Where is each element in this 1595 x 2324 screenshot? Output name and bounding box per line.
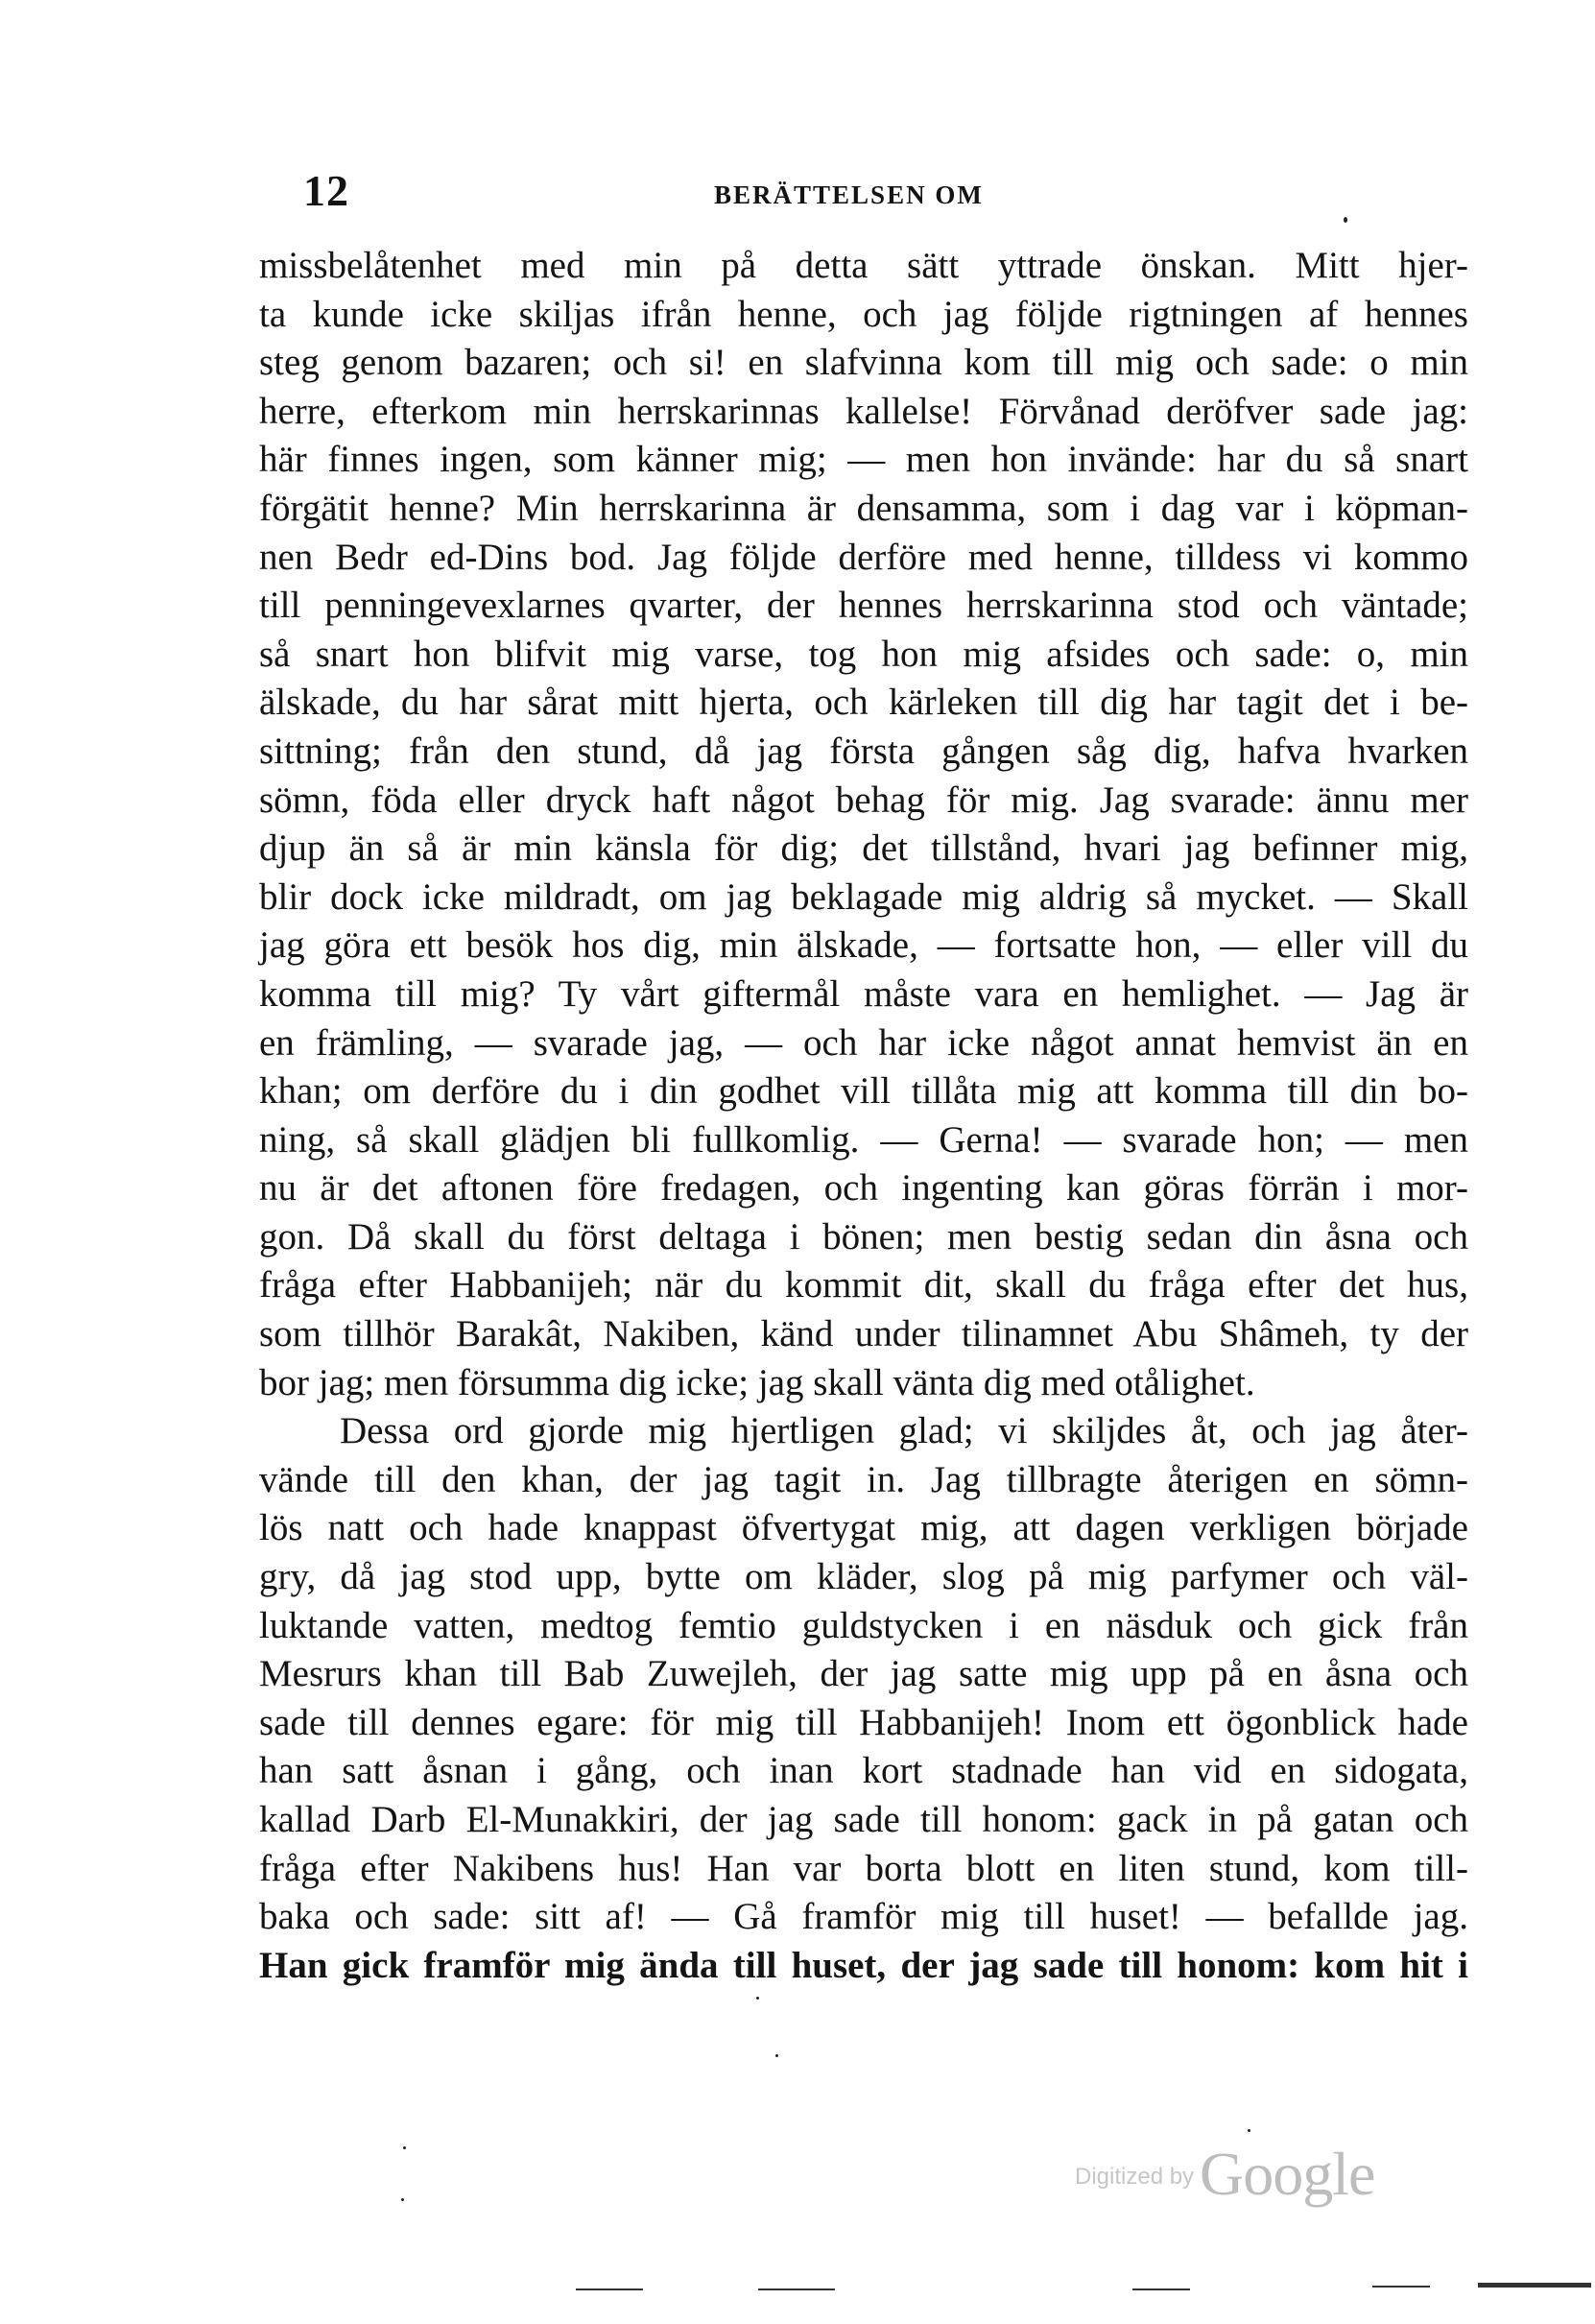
text-line: nu är det aftonen före fredagen, och ingenting kan göras förrän i mor- (259, 1167, 1468, 1210)
text-line: khan; om derföre du i din godhet vill tillåta mig att komma till din bo- (259, 1070, 1468, 1113)
text-line: Han gick framför mig ända till huset, der jag sade till honom: kom hit i (259, 1944, 1468, 1986)
speck (403, 2146, 406, 2149)
text-line: sittning; från den stund, då jag första gången såg dig, hafva hvarken (259, 730, 1468, 772)
text-line: steg genom bazaren; och si! en slafvinna kom till mig och sade: o min (259, 342, 1468, 384)
text-line: som tillhör Barakât, Nakiben, känd under tilinamnet Abu Shâmeh, ty der (259, 1313, 1468, 1355)
text-line: kallad Darb El-Munakkiri, der jag sade till honom: gack in på gatan och (259, 1799, 1468, 1840)
edge-dash (576, 2288, 643, 2290)
text-line: jag göra ett besök hos dig, min älskade, — fortsatte hon, — eller vill du (259, 924, 1468, 967)
digitized-watermark (1075, 2139, 1382, 2208)
text-line: en främling, — svarade jag, — och har icke något annat hemvist än en (259, 1021, 1468, 1064)
text-line: sade till dennes egare: för mig till Habbanijeh! Inom ett ögonblick hade (259, 1701, 1468, 1743)
text-line: han satt åsnan i gång, och inan kort stadnade han vid en sidogata, (259, 1750, 1468, 1792)
text-line: vände till den khan, der jag tagit in. Jag tillbragte återigen en sömn- (259, 1458, 1468, 1500)
text-line: så snart hon blifvit mig varse, tog hon mig afsides och sade: o, min (259, 633, 1468, 675)
text-line: gon. Då skall du först deltaga i bönen; men bestig sedan din åsna och (259, 1215, 1468, 1258)
text-line: förgätit henne? Min herrskarinna är densamma, som i dag var i köpman- (259, 487, 1468, 529)
text-line: missbelåtenhet med min på detta sätt yttrade önskan. Mitt hjer- (259, 245, 1468, 286)
edge-dash (1372, 2286, 1430, 2288)
speck (1248, 2129, 1250, 2132)
text-line: herre, efterkom min herrskarinnas kallelse! Förvånad deröfver sade jag: (259, 390, 1468, 432)
text-line: till penningevexlarnes qvarter, der hennes herrskarinna stod och väntade; (259, 585, 1468, 627)
paragraph-start-line: Dessa ord gjorde mig hjertligen glad; vi skiljdes åt, och jag åter- (340, 1410, 1468, 1452)
running-title: BERÄTTELSEN OM (714, 180, 984, 209)
text-line: lös natt och hade knappast öfvertygat mig, att dagen verkligen började (259, 1507, 1468, 1549)
edge-dash (1478, 2283, 1591, 2288)
text-line: fråga efter Habbanijeh; när du kommit dit, skall du fråga efter det hus, (259, 1264, 1468, 1306)
running-head (303, 165, 1464, 223)
text-line: komma till mig? Ty vårt giftermål måste vara en hemlighet. — Jag är (259, 972, 1468, 1015)
text-line: djup än så är min känsla för dig; det tillstånd, hvari jag befinner mig, (259, 827, 1468, 870)
edge-dash (758, 2288, 835, 2290)
edge-dash (1132, 2288, 1190, 2290)
watermark-prefix: Digitized by (1075, 2164, 1195, 2190)
text-line: baka och sade: sitt af! — Gå framför mig till huset! — befallde jag. (259, 1896, 1468, 1938)
paragraph-end-line: bor jag; men försumma dig icke; jag skall vänta dig med otålighet. (259, 1361, 1255, 1403)
text-line: blir dock icke mildradt, om jag beklagade mig aldrig så mycket. — Skall (259, 875, 1468, 918)
text-line: fråga efter Nakibens hus! Han var borta blott en liten stund, kom till- (259, 1847, 1468, 1889)
speck (1344, 217, 1347, 223)
speck (401, 2198, 404, 2201)
page-number: 12 (303, 166, 349, 215)
text-line: ning, så skall glädjen bli fullkomlig. — Gerna! — svarade hon; — men (259, 1118, 1468, 1161)
text-line: nen Bedr ed-Dins bod. Jag följde derföre med henne, tilldess vi kommo (259, 536, 1468, 578)
speck (775, 2054, 778, 2057)
speck (756, 1997, 759, 2000)
google-logo: Google (1200, 2140, 1375, 2208)
text-line: älskade, du har sårat mitt hjerta, och kärleken till dig har tagit det i be- (259, 682, 1468, 724)
text-line: luktande vatten, medtog femtio guldstycken i en näsduk och gick från (259, 1604, 1468, 1646)
text-line: här finnes ingen, som känner mig; — men hon invände: har du så snart (259, 439, 1468, 481)
text-line: Mesrurs khan till Bab Zuwejleh, der jag satte mig upp på en åsna och (259, 1653, 1468, 1695)
text-line: gry, då jag stod upp, bytte om kläder, slog på mig parfymer och väl- (259, 1556, 1468, 1598)
text-line: ta kunde icke skiljas ifrån henne, och jag följde rigtningen af hennes (259, 293, 1468, 335)
text-line: sömn, föda eller dryck haft något behag för mig. Jag svarade: ännu mer (259, 779, 1468, 821)
body-text (259, 242, 1468, 1990)
